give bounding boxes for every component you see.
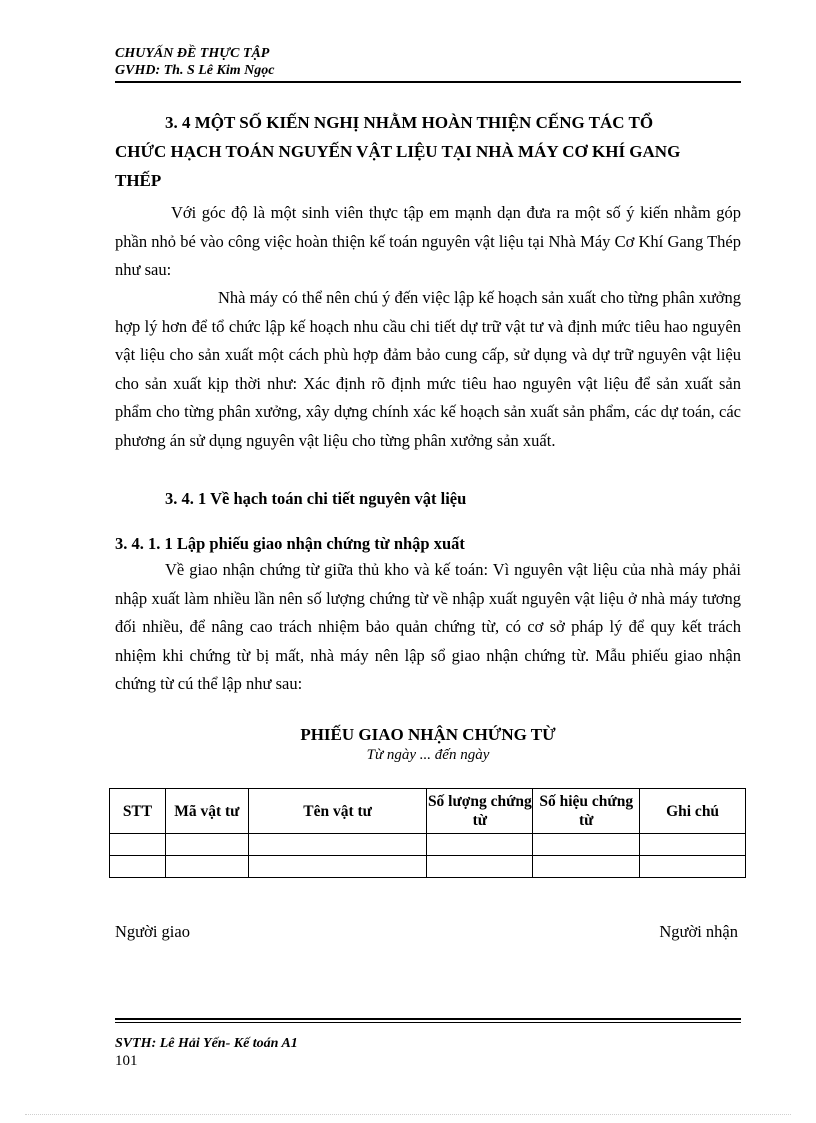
page-number: 101: [115, 1053, 138, 1069]
section-title-line-3: THẾP: [115, 171, 162, 190]
table-header-row: [110, 789, 746, 834]
handover-table: [109, 788, 746, 878]
table-row: [110, 834, 746, 856]
table-cell: [427, 856, 533, 878]
footer-divider-thick: [115, 1018, 741, 1020]
column-header-document-count: Số lượng chứng từ: [427, 789, 533, 834]
page-bottom-edge: [25, 1114, 791, 1115]
table-cell: [110, 856, 166, 878]
table-cell: [165, 834, 248, 856]
footer-author: SVTH: Lê Hải Yến- Kế toán A1: [115, 1036, 298, 1051]
section-title: [115, 108, 741, 195]
paragraph-document-handover: Về giao nhận chứng từ giữa thủ kho và kế toán: Vì nguyên vật liệu của nhà máy phải nhập xuất làm nhiều lần nên số lượng chứng từ về nhập xuất nguyên vật liệu ở nhà máy tương đối nhiều, để nâng cao trách nhiệm bảo quản chứng từ, có cơ sở pháp lý để quy kết trách nhiệm khi chứng từ bị mất, nhà máy nên lập sổ giao nhận chứng từ. Mẫu phiếu giao nhận chứng từ cú thể lập như sau:: [115, 560, 741, 693]
table-cell: [533, 834, 640, 856]
section-title-line-1: 3. 4 MỘT SỐ KIẾN NGHỊ NHẰM HOÀN THIỆN CẾNG TÁC TỔ: [165, 113, 654, 132]
table-cell: [640, 856, 746, 878]
table-cell: [640, 834, 746, 856]
signature-deliverer: Người giao: [115, 922, 190, 941]
table-row: [110, 856, 746, 878]
table-cell: [248, 856, 427, 878]
table-cell: [248, 834, 427, 856]
paragraph-intro: Với góc độ là một sinh viên thực tập em mạnh dạn đưa ra một số ý kiến nhằm góp phần nhỏ bé vào công việc hoàn thiện kế toán nguyên vật liệu tại Nhà Máy Cơ Khí Gang Thép như sau:: [115, 203, 741, 279]
table-cell: [533, 856, 640, 878]
subheading-receipt-form: 3. 4. 1. 1 Lập phiếu giao nhận chứng từ nhập xuất: [115, 534, 465, 553]
column-header-document-number: Số hiệu chứng từ: [533, 789, 640, 834]
header-divider: [115, 81, 741, 83]
form-date-range: Từ ngày ... đến ngày: [366, 747, 490, 763]
table-cell: [165, 856, 248, 878]
table-cell: [110, 834, 166, 856]
subheading-detail-accounting: 3. 4. 1 Về hạch toán chi tiết nguyên vật liệu: [165, 489, 467, 508]
footer-divider-thin: [115, 1022, 741, 1023]
signature-receiver: Người nhận: [659, 922, 738, 941]
column-header-note: Ghi chú: [640, 789, 746, 834]
column-header-material-name: Tên vật tư: [248, 789, 427, 834]
form-title: PHIẾU GIAO NHẬN CHỨNG TỪ: [300, 725, 556, 744]
paragraph-recommendation: Nhà máy có thể nên chú ý đến việc lập kế hoạch sản xuất cho từng phân xưởng hợp lý hơn để tổ chức lập kế hoạch nhu cầu chi tiết dự trữ vật tư và định mức tiêu hao nguyên vật liệu cho sản xuất một cách phù hợp đảm bảo cung cấp, sử dụng và dự trữ nguyên vật liệu cho sản xuất kịp thời như: Xác định rõ định mức tiêu hao nguyên vật liệu để sản xuất sản phẩm cho từng phân xưởng, xây dựng chính xác kế hoạch sản xuất sản phẩm, các dự toán, các phương án sử dụng nguyên vật liệu cho từng phân xưởng sản xuất.: [115, 288, 741, 450]
column-header-stt: STT: [110, 789, 166, 834]
section-title-line-2: CHỨC HẠCH TOÁN NGUYẾN VẬT LIỆU TẠI NHÀ MÁY CƠ KHÍ GANG: [115, 142, 681, 161]
header-course-title: CHUYẤN ĐỀ THỰC TẬP: [115, 46, 270, 61]
table-cell: [427, 834, 533, 856]
column-header-material-code: Mã vật tư: [165, 789, 248, 834]
header-supervisor: GVHD: Th. S Lê Kim Ngọc: [115, 63, 275, 78]
